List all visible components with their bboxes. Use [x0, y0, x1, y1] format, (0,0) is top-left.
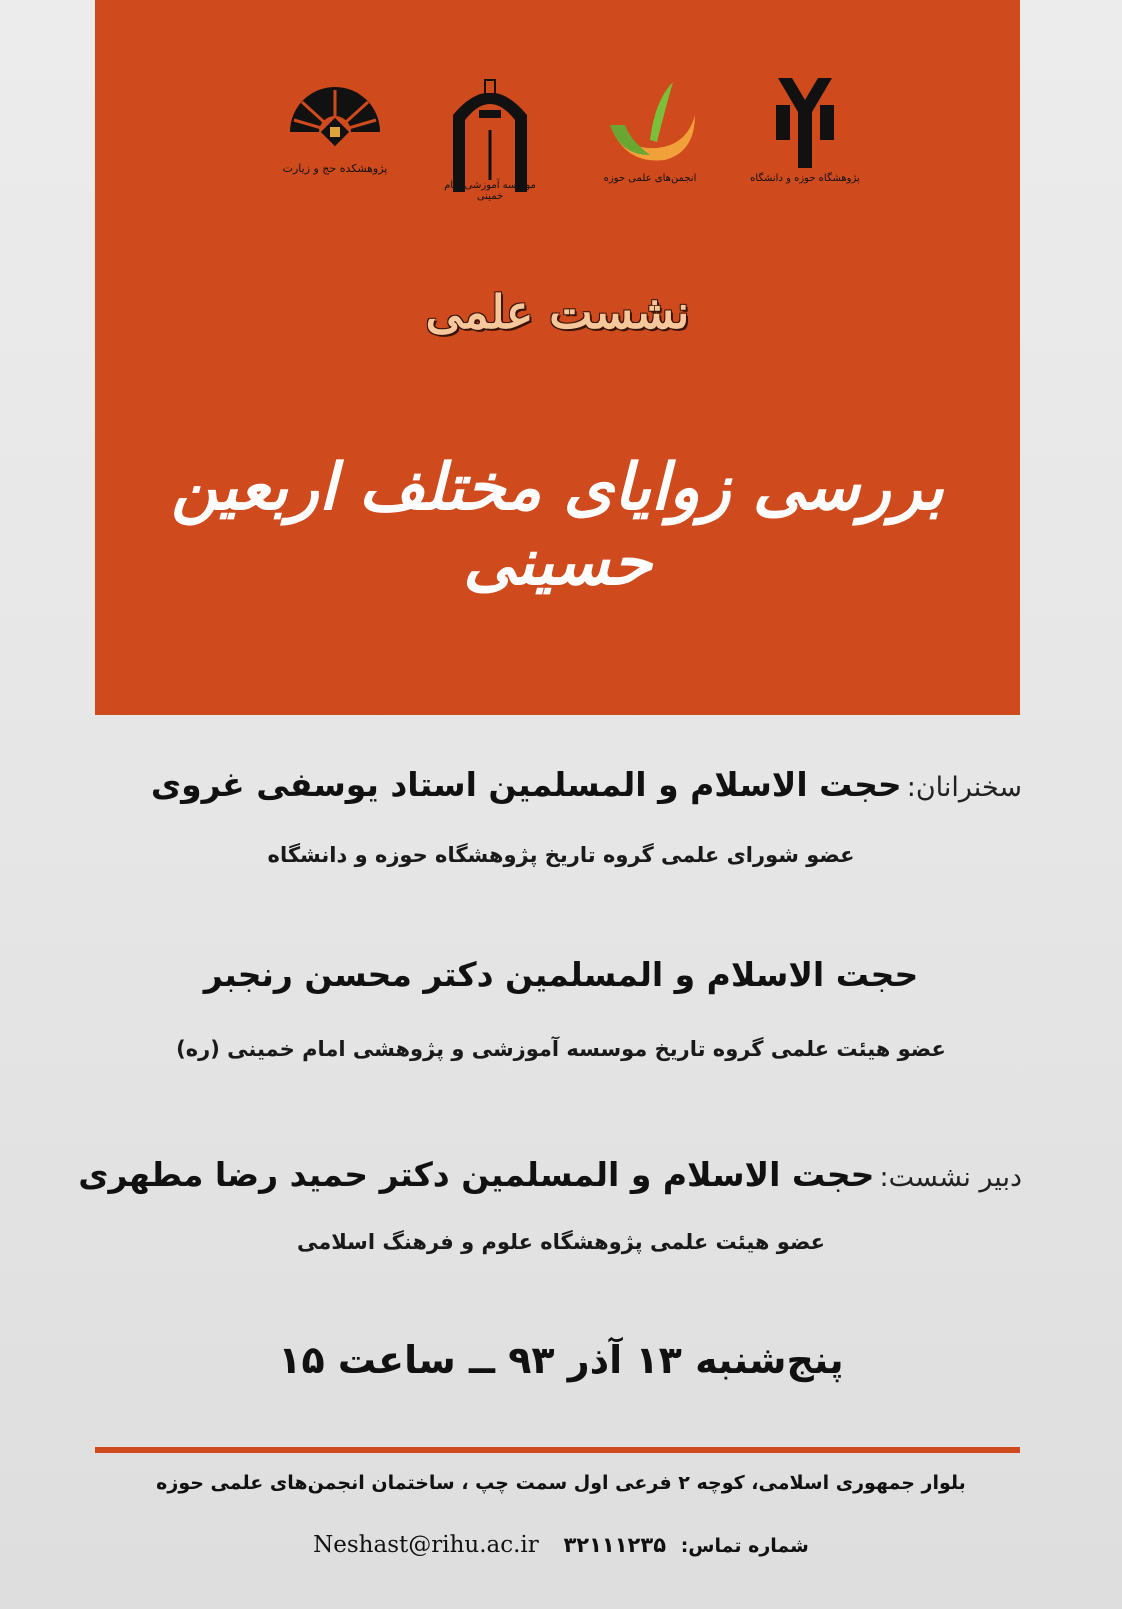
- logo-caption: پژوهشکده حج و زیارت: [282, 162, 388, 175]
- imam-khomeini-institute-logo: [435, 70, 545, 205]
- event-title: بررسی زوایای مختلف اربعین حسینی: [171, 450, 944, 600]
- footer-divider: [95, 1447, 1020, 1453]
- event-address: بلوار جمهوری اسلامی، کوچه ۲ فرعی اول سمت چپ ، ساختمان انجمن‌های علمی حوزه: [156, 1472, 966, 1494]
- contact-line: [0, 1532, 1122, 1558]
- secretary-affiliation: عضو هیئت علمی پژوهشگاه علوم و فرهنگ اسلامی: [296, 1230, 825, 1254]
- logo-strip: [95, 70, 1020, 210]
- event-date-time: پنج‌شنبه ۱۳ آذر ۹۳ ــ ساعت ۱۵: [278, 1338, 844, 1382]
- logo-caption: انجمن‌های علمی حوزه: [603, 173, 697, 184]
- event-type-heading: نشست علمی: [425, 285, 690, 339]
- secretary-name: حجت الاسلام و المسلمین دکتر حمید رضا مطهری: [78, 1155, 875, 1194]
- contact-email[interactable]: Neshast@rihu.ac.ir: [313, 1532, 539, 1558]
- speaker-1-affiliation: عضو شورای علمی گروه تاریخ پژوهشگاه حوزه و دانشگاه: [267, 843, 855, 867]
- speaker-2-name: حجت الاسلام و المسلمین دکتر محسن رنجبر: [203, 955, 919, 994]
- logo-caption: موسسه آموزشی امام خمینی: [444, 180, 536, 202]
- contact-label: شماره تماس:: [680, 1535, 809, 1557]
- rihu-emblem-icon: [750, 70, 860, 180]
- logo-caption: پژوهشگاه حوزه و دانشگاه: [750, 173, 860, 184]
- contact-phone: ۳۲۱۱۱۲۳۵: [563, 1533, 667, 1557]
- pajoheshkade-haj-logo: [280, 70, 390, 205]
- crescent-emblem-icon: [595, 70, 705, 180]
- rihu-logo: [750, 70, 860, 205]
- secretary-label: دبیر نشست:: [879, 1162, 1022, 1193]
- header-banner: [95, 0, 1020, 715]
- scientific-associations-logo: [595, 70, 705, 205]
- speaker-1-name: حجت الاسلام و المسلمین استاد یوسفی غروی: [150, 765, 902, 804]
- haj-emblem-icon: [280, 70, 390, 160]
- secretary-line: [60, 1155, 1022, 1194]
- arch-emblem-icon: [435, 70, 545, 195]
- speaker-1-line: [60, 765, 1022, 804]
- speaker-2-affiliation: عضو هیئت علمی گروه تاریخ موسسه آموزشی و پژوهشی امام خمینی (ره): [176, 1037, 946, 1061]
- speakers-label: سخنرانان:: [906, 772, 1022, 803]
- speaker-2-line: [0, 955, 1122, 994]
